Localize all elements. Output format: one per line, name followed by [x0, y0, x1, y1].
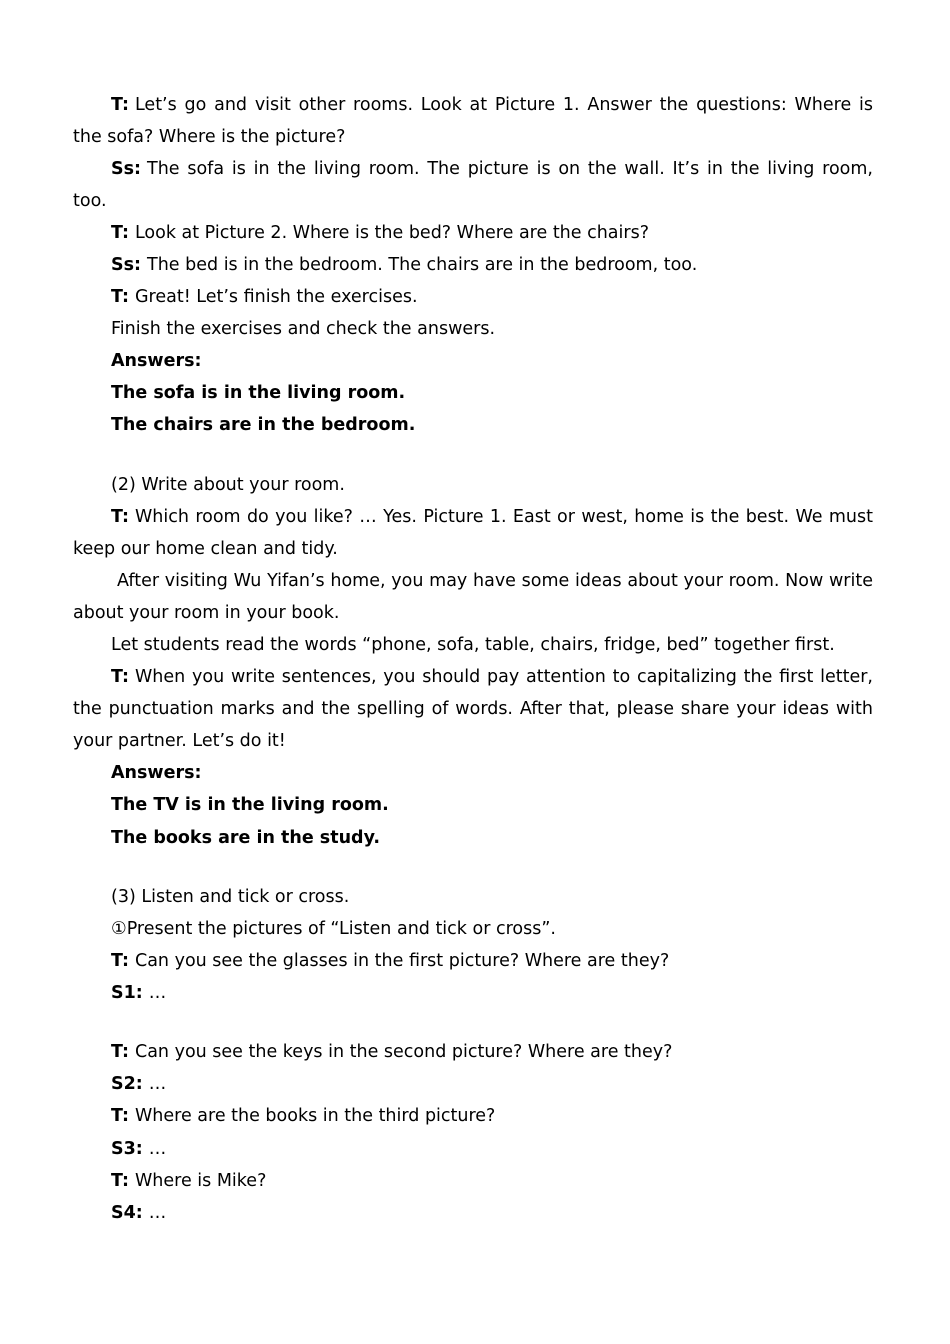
instruction-text: Let students read the words “phone, sofa, table, chairs, fridge, bed” together first. [111, 635, 835, 655]
dialogue-student [73, 1068, 873, 1100]
speaker-label: T: [111, 95, 129, 115]
dialogue-students [73, 153, 873, 217]
speaker-label: T: [111, 1042, 129, 1062]
dialogue-teacher [73, 945, 873, 977]
dialogue-students [73, 249, 873, 281]
section-heading: (2) Write about your room. [111, 475, 345, 495]
dialogue-teacher [73, 1165, 873, 1197]
dialogue-text: … [148, 983, 167, 1003]
speaker-label: S4: [111, 1203, 143, 1223]
dialogue-student [73, 1197, 873, 1229]
dialogue-text: … [148, 1074, 167, 1094]
dialogue-teacher [73, 501, 873, 565]
speaker-label: T: [111, 287, 129, 307]
dialogue-text: When you write sentences, you should pay attention to capitalizing the first letter, the punctuation marks and the spelling of words. After that, please share your ideas with your partner. Let’s do it! [73, 667, 873, 751]
speaker-label: S2: [111, 1074, 143, 1094]
dialogue-text: Which room do you like? … Yes. Picture 1. East or west, home is the best. We must keep our home clean and tidy. [73, 507, 873, 559]
dialogue-student [73, 977, 873, 1009]
dialogue-text: Great! Let’s finish the exercises. [134, 287, 418, 307]
dialogue-teacher [73, 661, 873, 757]
dialogue-teacher [73, 1100, 873, 1132]
dialogue-text: … [148, 1139, 167, 1159]
speaker-label: Ss: [111, 255, 142, 275]
dialogue-text: Can you see the glasses in the first picture? Where are they? [134, 951, 670, 971]
dialogue-text: Where is Mike? [134, 1171, 267, 1191]
dialogue-text: Where are the books in the third picture? [134, 1106, 496, 1126]
dialogue-teacher [73, 217, 873, 249]
speaker-label: T: [111, 223, 129, 243]
dialogue-teacher [73, 1036, 873, 1068]
speaker-label: T: [111, 667, 129, 687]
answer-line: The chairs are in the bedroom. [111, 415, 416, 435]
dialogue-text: The bed is in the bedroom. The chairs are in the bedroom, too. [147, 255, 698, 275]
speaker-label: T: [111, 507, 129, 527]
answer-line: The books are in the study. [111, 828, 381, 848]
dialogue-text: … [148, 1203, 167, 1223]
instruction-text: Finish the exercises and check the answers. [111, 319, 496, 339]
dialogue-text: Look at Picture 2. Where is the bed? Where are the chairs? [134, 223, 649, 243]
section-heading: (3) Listen and tick or cross. [111, 887, 350, 907]
speaker-label: S3: [111, 1139, 143, 1159]
answers-label: Answers: [111, 351, 202, 371]
answer-line: The TV is in the living room. [111, 795, 389, 815]
speaker-label: T: [111, 1106, 129, 1126]
dialogue-student [73, 1133, 873, 1165]
dialogue-teacher [73, 89, 873, 153]
dialogue-text: Can you see the keys in the second picture? Where are they? [134, 1042, 673, 1062]
dialogue-text: Let’s go and visit other rooms. Look at Picture 1. Answer the questions: Where is the sofa? Where is the picture? [73, 95, 873, 147]
speaker-label: T: [111, 951, 129, 971]
speaker-label: T: [111, 1171, 129, 1191]
paragraph-text: After visiting Wu Yifan’s home, you may have some ideas about your room. Now write about your room in your book. [73, 571, 873, 623]
answers-label: Answers: [111, 763, 202, 783]
step-text: ①Present the pictures of “Listen and tick or cross”. [111, 919, 556, 939]
answer-line: The sofa is in the living room. [111, 383, 406, 403]
speaker-label: Ss: [111, 159, 142, 179]
dialogue-text: The sofa is in the living room. The picture is on the wall. It’s in the living room, too. [73, 159, 873, 211]
speaker-label: S1: [111, 983, 143, 1003]
dialogue-teacher [73, 281, 873, 313]
